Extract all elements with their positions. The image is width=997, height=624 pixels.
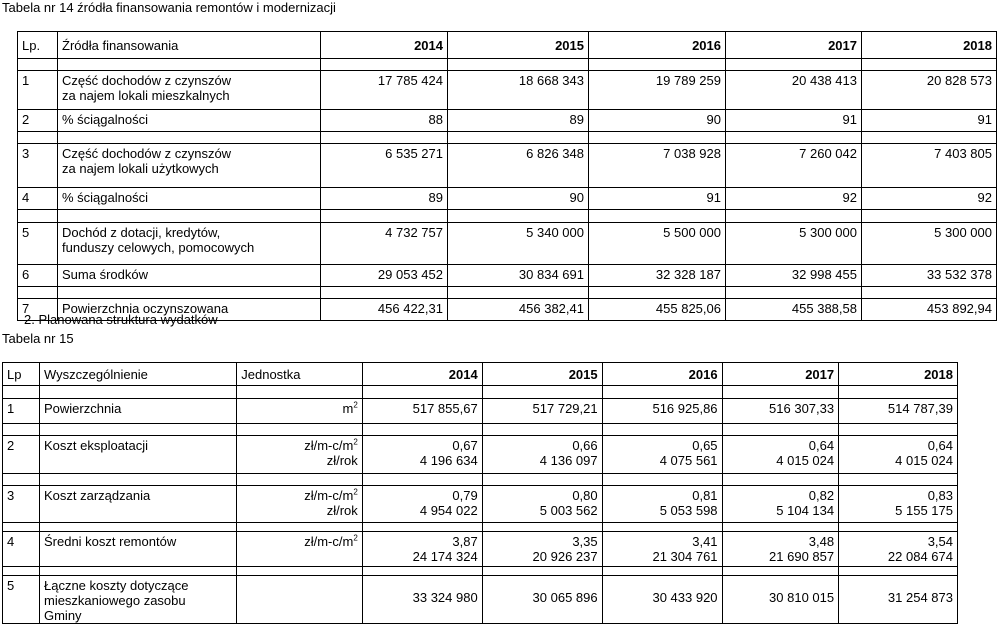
row-label-line1: % ściągalności (62, 190, 148, 205)
spacer-cell (862, 210, 997, 223)
row-value: 455 825,06 (589, 299, 726, 321)
unit-superscript: 2 (353, 487, 358, 497)
spacer-cell (237, 424, 363, 436)
spacer-cell (722, 567, 839, 576)
value-line1: 517 729,21 (532, 401, 598, 416)
value-line1: 516 307,33 (769, 401, 835, 416)
spacer-cell (482, 474, 602, 486)
row-value (722, 399, 839, 424)
spacer-cell (18, 132, 58, 144)
row-lp: 3 (18, 144, 58, 188)
value-line1: 0,66 (572, 438, 598, 453)
table-row (3, 486, 958, 523)
table-row (18, 265, 997, 287)
spacer-cell (862, 287, 997, 299)
row-label-line1: Część dochodów z czynszów (62, 73, 232, 88)
row-value (482, 532, 602, 567)
value-line2: 21 690 857 (769, 549, 835, 564)
spacer-cell (839, 424, 958, 436)
spacer-cell (839, 523, 958, 532)
row-value (602, 399, 722, 424)
row-label-line2: za najem lokali mieszkalnych (62, 88, 230, 103)
row-value: 89 (448, 110, 589, 132)
spacer-cell (602, 523, 722, 532)
spacer-cell (862, 59, 997, 71)
spacer-cell (482, 523, 602, 532)
row-value: 4 732 757 (321, 223, 448, 265)
row-unit (237, 486, 363, 523)
table-row (18, 188, 997, 210)
spacer-cell (839, 474, 958, 486)
row-value: 91 (862, 110, 997, 132)
value-line2: 5 053 598 (659, 503, 718, 518)
unit-line1 (241, 401, 358, 416)
spacer-cell (39, 386, 236, 399)
row-label: Średni koszt remontów (39, 532, 236, 567)
value-line1: 3,48 (808, 534, 835, 549)
header-year: 2017 (726, 32, 862, 59)
section-heading: 2. Planowana struktura wydatków (24, 312, 218, 327)
row-value: 91 (589, 188, 726, 210)
spacer-cell (726, 287, 862, 299)
row-value: 5 340 000 (448, 223, 589, 265)
value-line1: 0,81 (692, 488, 718, 503)
value-line2: 4 196 634 (419, 453, 478, 468)
spacer-cell (839, 386, 958, 399)
spacer-cell (362, 523, 482, 532)
spacer-cell (321, 287, 448, 299)
unit-superscript: 2 (353, 400, 358, 410)
row-value: 453 892,94 (862, 299, 997, 321)
row-lp: 2 (3, 436, 40, 474)
row-label (58, 144, 321, 188)
spacer-cell (362, 386, 482, 399)
spacer-cell (58, 210, 321, 223)
row-value: 20 828 573 (862, 71, 997, 110)
row-value: 88 (321, 110, 448, 132)
row-value (482, 486, 602, 523)
value-line2: 4 015 024 (776, 453, 835, 468)
row-lp: 5 (3, 576, 40, 624)
row-label-line2: za najem lokali użytkowych (62, 161, 219, 176)
row-lp: 4 (18, 188, 58, 210)
spacer-cell (589, 210, 726, 223)
header-year: 2018 (839, 363, 958, 386)
row-label: Łączne koszty dotyczące mieszkaniowego zasobu Gminy (39, 576, 236, 624)
row-value: 6 535 271 (321, 144, 448, 188)
row-lp: 1 (18, 71, 58, 110)
row-label-line1: Suma środków (62, 267, 148, 282)
value-line1: 0,80 (572, 488, 598, 503)
header-lp: Lp (3, 363, 40, 386)
spacer-cell (448, 287, 589, 299)
value-line1: 3,41 (692, 534, 718, 549)
row-unit (237, 532, 363, 567)
header-year: 2014 (321, 32, 448, 59)
row-label: Koszt zarządzania (39, 486, 236, 523)
value-line1: 0,79 (452, 488, 478, 503)
spacer-cell (726, 132, 862, 144)
spacer-cell (3, 386, 40, 399)
value-line1: 0,67 (452, 438, 478, 453)
spacer-cell (58, 287, 321, 299)
table14-caption: Tabela nr 14 źródła finansowania remontów i modernizacji (2, 0, 336, 15)
spacer-cell (3, 424, 40, 436)
row-value (362, 532, 482, 567)
spacer-cell (18, 210, 58, 223)
spacer-row (3, 474, 958, 486)
row-value (602, 532, 722, 567)
row-value: 19 789 259 (589, 71, 726, 110)
spacer-cell (589, 59, 726, 71)
value-line2: 20 926 237 (532, 549, 598, 564)
value-line1: 31 254 873 (887, 590, 953, 605)
row-label: Powierzchnia (39, 399, 236, 424)
spacer-cell (589, 287, 726, 299)
unit-text: zł/m-c/m (304, 438, 354, 453)
table-row (18, 71, 997, 110)
spacer-cell (237, 386, 363, 399)
spacer-cell (39, 523, 236, 532)
unit-text: zł/m-c/m (304, 488, 354, 503)
spacer-row (18, 210, 997, 223)
header-year: 2017 (722, 363, 839, 386)
row-value (602, 436, 722, 474)
row-value (362, 399, 482, 424)
spacer-cell (39, 424, 236, 436)
unit-superscript: 2 (353, 437, 358, 447)
header-year: 2018 (862, 32, 997, 59)
row-label (58, 188, 321, 210)
row-value: 5 500 000 (589, 223, 726, 265)
row-label (58, 110, 321, 132)
row-value: 7 403 805 (862, 144, 997, 188)
row-value: 90 (589, 110, 726, 132)
row-label-line1: Powierzchnia oczynszowana (62, 301, 229, 316)
row-lp: 6 (18, 265, 58, 287)
row-value (839, 436, 958, 474)
value-line1: 3,35 (572, 534, 598, 549)
row-value (722, 532, 839, 567)
header-year: 2015 (482, 363, 602, 386)
value-line1: 0,64 (808, 438, 835, 453)
spacer-cell (58, 132, 321, 144)
row-label: Koszt eksploatacji (39, 436, 236, 474)
value-line2: 22 084 674 (887, 549, 953, 564)
row-value: 29 053 452 (321, 265, 448, 287)
row-value: 5 300 000 (862, 223, 997, 265)
row-value: 7 038 928 (589, 144, 726, 188)
spacer-cell (726, 59, 862, 71)
value-line1: 516 925,86 (652, 401, 718, 416)
table-row (3, 576, 958, 624)
spacer-cell (482, 567, 602, 576)
spacer-cell (362, 424, 482, 436)
spacer-row (18, 287, 997, 299)
spacer-cell (722, 523, 839, 532)
table-row (3, 436, 958, 474)
row-value (722, 436, 839, 474)
value-line1: 0,65 (692, 438, 718, 453)
table15-caption: Tabela nr 15 (2, 331, 74, 346)
value-line1: 0,82 (808, 488, 835, 503)
spacer-cell (39, 474, 236, 486)
value-line1: 3,87 (452, 534, 478, 549)
value-line1: 517 855,67 (412, 401, 478, 416)
spacer-cell (362, 567, 482, 576)
row-label (58, 223, 321, 265)
row-value (602, 576, 722, 624)
spacer-cell (321, 210, 448, 223)
value-line2: 4 015 024 (895, 453, 953, 468)
spacer-cell (726, 210, 862, 223)
header-year: 2016 (602, 363, 722, 386)
unit-line2: zł/rok (326, 503, 358, 518)
row-value: 92 (862, 188, 997, 210)
row-value (362, 436, 482, 474)
spacer-row (18, 59, 997, 71)
spacer-cell (18, 287, 58, 299)
unit-text: m (342, 401, 354, 416)
row-value: 32 998 455 (726, 265, 862, 287)
row-value (722, 486, 839, 523)
row-value (482, 399, 602, 424)
row-value: 5 300 000 (726, 223, 862, 265)
spacer-cell (18, 59, 58, 71)
row-value: 30 834 691 (448, 265, 589, 287)
row-unit (237, 399, 363, 424)
table-row (18, 110, 997, 132)
value-line2: 5 003 562 (539, 503, 598, 518)
spacer-row (3, 567, 958, 576)
unit-line1 (241, 488, 358, 503)
spacer-cell (237, 523, 363, 532)
row-lp: 3 (3, 486, 40, 523)
spacer-cell (862, 132, 997, 144)
spacer-cell (58, 59, 321, 71)
spacer-cell (602, 386, 722, 399)
row-value: 33 532 378 (862, 265, 997, 287)
spacer-cell (602, 567, 722, 576)
value-line1: 0,64 (927, 438, 953, 453)
value-line2: 21 304 761 (652, 549, 718, 564)
row-value: 456 422,31 (321, 299, 448, 321)
row-lp: 7 (18, 299, 58, 321)
header-source: Źródła finansowania (58, 32, 321, 59)
spacer-cell (237, 474, 363, 486)
spacer-cell (602, 474, 722, 486)
spacer-cell (839, 567, 958, 576)
row-value (839, 486, 958, 523)
table-row (3, 532, 958, 567)
spacer-cell (321, 59, 448, 71)
row-value: 17 785 424 (321, 71, 448, 110)
row-lp: 4 (3, 532, 40, 567)
row-value: 20 438 413 (726, 71, 862, 110)
row-value: 456 382,41 (448, 299, 589, 321)
spacer-cell (448, 132, 589, 144)
row-lp: 1 (3, 399, 40, 424)
header-year: 2015 (448, 32, 589, 59)
row-value: 89 (321, 188, 448, 210)
value-line1: 30 065 896 (532, 590, 598, 605)
row-label-line1: Część dochodów z czynszów (62, 146, 232, 161)
row-unit (237, 576, 363, 624)
unit-superscript: 2 (353, 533, 358, 543)
row-value (722, 576, 839, 624)
header-year: 2016 (589, 32, 726, 59)
value-line2: 5 155 175 (895, 503, 953, 518)
row-value: 455 388,58 (726, 299, 862, 321)
spacer-cell (237, 567, 363, 576)
spacer-cell (3, 523, 40, 532)
row-value (839, 399, 958, 424)
header-description: Wyszczególnienie (39, 363, 236, 386)
row-value (839, 576, 958, 624)
row-value: 7 260 042 (726, 144, 862, 188)
spacer-cell (722, 474, 839, 486)
row-value: 90 (448, 188, 589, 210)
table14 (17, 31, 997, 321)
row-value (362, 576, 482, 624)
value-line2: 4 136 097 (539, 453, 598, 468)
spacer-cell (3, 567, 40, 576)
spacer-row (3, 424, 958, 436)
row-label-line1: Dochód z dotacji, kredytów, (62, 225, 221, 240)
value-line2: 4 075 561 (659, 453, 718, 468)
spacer-cell (362, 474, 482, 486)
table15-header-row (3, 363, 958, 386)
spacer-cell (448, 210, 589, 223)
spacer-cell (448, 59, 589, 71)
row-lp: 5 (18, 223, 58, 265)
value-line2: 24 174 324 (412, 549, 478, 564)
spacer-row (18, 132, 997, 144)
spacer-cell (589, 132, 726, 144)
spacer-cell (722, 424, 839, 436)
row-label (58, 71, 321, 110)
header-lp: Lp. (18, 32, 58, 59)
header-year: 2014 (362, 363, 482, 386)
spacer-cell (602, 424, 722, 436)
spacer-row (3, 386, 958, 399)
spacer-cell (482, 386, 602, 399)
row-value: 32 328 187 (589, 265, 726, 287)
value-line1: 33 324 980 (412, 590, 478, 605)
spacer-row (3, 523, 958, 532)
row-label-line1: % ściągalności (62, 112, 148, 127)
unit-line1 (241, 438, 358, 453)
header-unit: Jednostka (237, 363, 363, 386)
value-line1: 514 787,39 (887, 401, 953, 416)
row-value: 92 (726, 188, 862, 210)
row-value (839, 532, 958, 567)
value-line1: 3,54 (927, 534, 953, 549)
spacer-cell (482, 424, 602, 436)
value-line2: 4 954 022 (419, 503, 478, 518)
table-row (18, 223, 997, 265)
unit-text: zł/m-c/m (304, 534, 354, 549)
spacer-cell (39, 567, 236, 576)
spacer-cell (3, 474, 40, 486)
row-value: 6 826 348 (448, 144, 589, 188)
unit-line2: zł/rok (326, 453, 358, 468)
row-value: 91 (726, 110, 862, 132)
value-line1: 30 433 920 (652, 590, 718, 605)
row-value (602, 486, 722, 523)
table15 (2, 362, 958, 624)
spacer-cell (321, 132, 448, 144)
value-line1: 30 810 015 (769, 590, 835, 605)
row-value (362, 486, 482, 523)
table-row (3, 399, 958, 424)
value-line2: 5 104 134 (776, 503, 835, 518)
value-line1: 0,83 (927, 488, 953, 503)
row-label-line2: funduszy celowych, pomocowych (62, 240, 255, 255)
row-value (482, 436, 602, 474)
row-value (482, 576, 602, 624)
spacer-cell (722, 386, 839, 399)
row-value: 18 668 343 (448, 71, 589, 110)
row-unit (237, 436, 363, 474)
row-lp: 2 (18, 110, 58, 132)
unit-line1 (241, 534, 358, 549)
table-row (18, 144, 997, 188)
row-label (58, 265, 321, 287)
table14-header-row (18, 32, 997, 59)
